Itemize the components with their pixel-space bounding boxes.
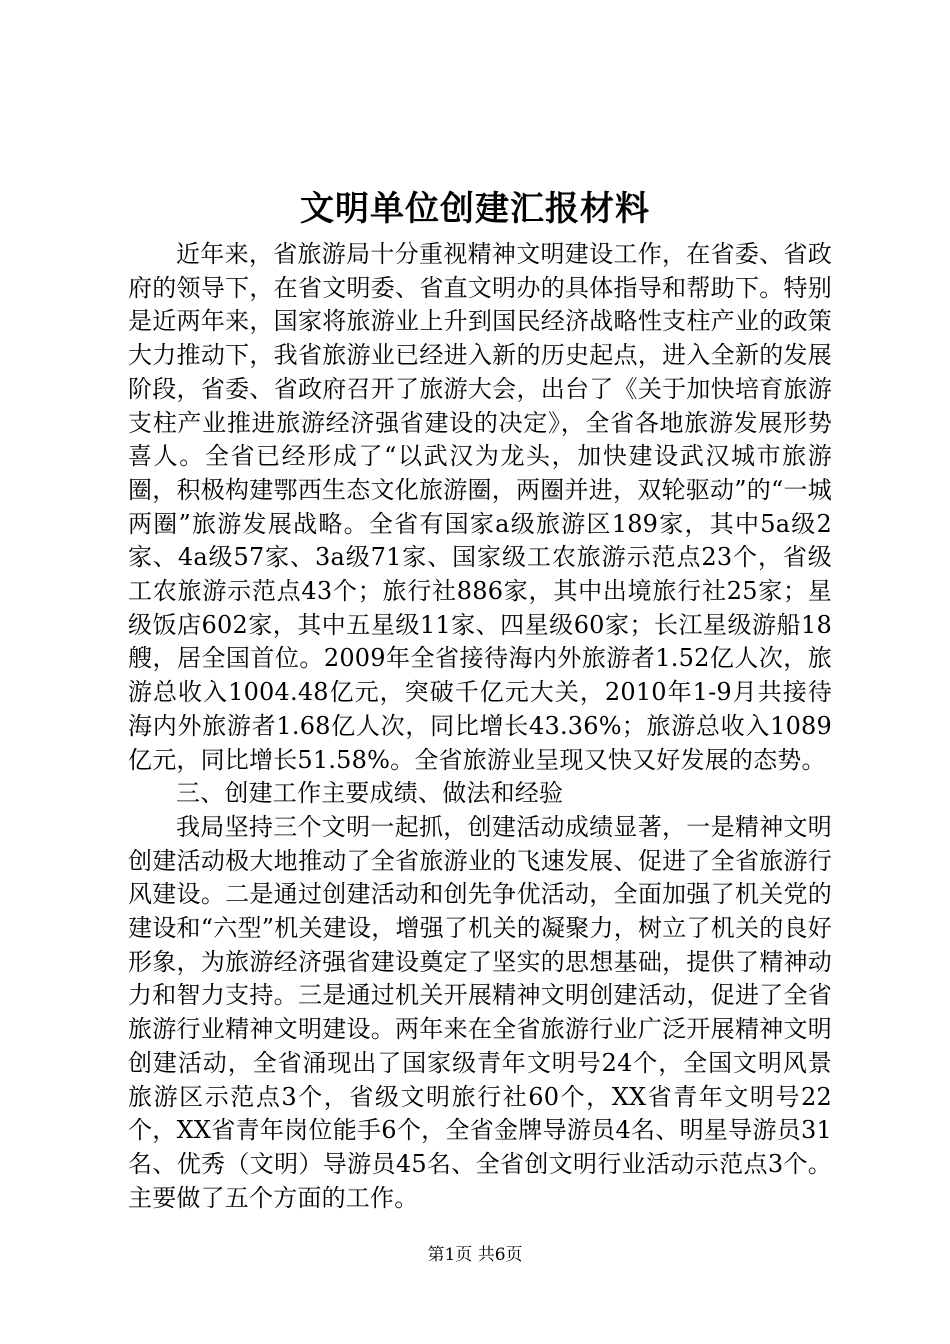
paragraph-intro: 近年来，省旅游局十分重视精神文明建设工作，在省委、省政府的领导下，在省文明委、省直文明办的具体指导和帮助下。特别是近两年来，国家将旅游业上升到国民经济战略性支柱产业的政策大力推动下，我省旅游业已经进入新的历史起点，进入全新的发展阶段，省委、省政府召开了旅游大会，出台了《关于加快培育旅游支柱产业推进旅游经济强省建设的决定》，全省各地旅游发展形势喜人。全省已经形成了“以武汉为龙头，加快建设武汉城市旅游圈，积极构建鄂西生态文化旅游圈，两圈并进，双轮驱动”的“一城两圈”旅游发展战略。全省有国家a级旅游区189家，其中5a级2家、4a级57家、3a级71家、国家级工农旅游示范点23个，省级工农旅游示范点43个；旅行社886家，其中出境旅行社25家；星级饭店602家，其中五星级11家、四星级60家；长江星级游船18艘，居全国首位。2009年全省接待海内外旅游者1.52亿人次，旅游总收入1004.48亿元，突破千亿元大关，2010年1-9月共接待海内外旅游者1.68亿人次，同比增长43.36%；旅游总收入1089亿元，同比增长51.58%。全省旅游业呈现又快又好发展的态势。	[128, 240, 832, 774]
paragraph-achievements: 我局坚持三个文明一起抓，创建活动成绩显著，一是精神文明创建活动极大地推动了全省旅游业的飞速发展、促进了全省旅游行风建设。二是通过创建活动和创先争优活动，全面加强了机关党的建设和“六型”机关建设，增强了机关的凝聚力，树立了机关的良好形象，为旅游经济强省建设奠定了坚实的思想基础，提供了精神动力和智力支持。三是通过机关开展精神文明创建活动，促进了全省旅游行业精神文明建设。两年来在全省旅游行业广泛开展精神文明创建活动，全省涌现出了国家级青年文明号24个，全国文明风景旅游区示范点3个，省级文明旅行社60个，XX省青年文明号22个，XX省青年岗位能手6个，全省金牌导游员4名、明星导游员31名、优秀（文明）导游员45名、全省创文明行业活动示范点3个。主要做了五个方面的工作。	[128, 812, 832, 1212]
page-title: 文明单位创建汇报材料	[300, 189, 650, 229]
document-body	[128, 238, 832, 1215]
section-heading: 三、创建工作主要成绩、做法和经验	[176, 779, 564, 808]
page-number-footer: 第1页 共6页	[427, 1245, 523, 1265]
